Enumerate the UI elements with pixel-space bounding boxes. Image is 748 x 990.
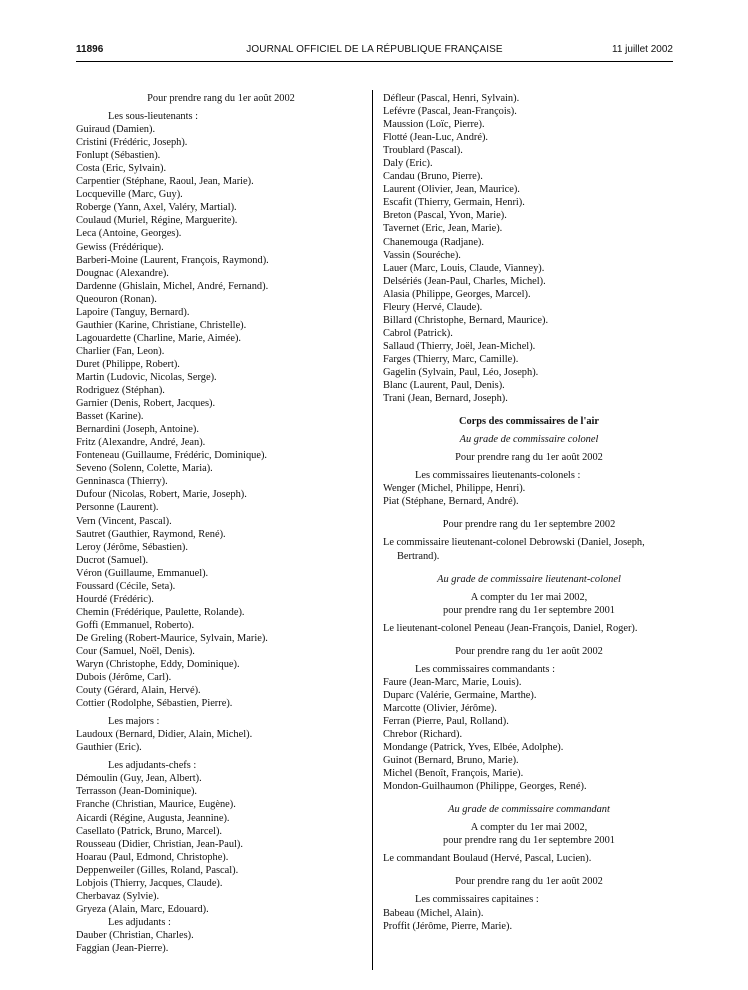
name-entry: Chanemouga (Radjane).: [383, 236, 484, 248]
name-entry: Lobjois (Thierry, Jacques, Claude).: [76, 877, 223, 889]
name-entry: Ducrot (Samuel).: [76, 554, 149, 566]
page-number: 11896: [76, 44, 104, 55]
name-entry: Troublard (Pascal).: [383, 145, 463, 157]
name-entry: Dubois (Jérôme, Carl).: [76, 672, 172, 684]
name-entry: Laudoux (Bernard, Didier, Alain, Michel).: [76, 729, 253, 741]
rank-date: Pour prendre rang du 1er août 2002: [455, 876, 603, 888]
name-entry: Terrasson (Jean-Dominique).: [76, 786, 198, 798]
name-entry: Garnier (Denis, Robert, Jacques).: [76, 398, 216, 410]
effective-date: A compter du 1er mai 2002,: [470, 591, 588, 603]
section-title: Corps des commissaires de l'air: [458, 416, 600, 428]
grade-heading: Au grade de commissaire commandant: [448, 804, 610, 816]
name-entry: Vassin (Souréche).: [383, 249, 461, 261]
name-entry: Michel (Benoît, François, Marie).: [383, 768, 524, 780]
name-entry: Dougnac (Alexandre).: [76, 267, 169, 279]
name-entry: Hoarau (Paul, Edmond, Christophe).: [76, 851, 229, 863]
name-list: [383, 907, 675, 933]
name-entry: Barberi-Moine (Laurent, François, Raymond).: [76, 254, 269, 266]
name-entry: Cour (Samuel, Noël, Denis).: [76, 645, 195, 657]
grade-heading: Au grade de commissaire colonel: [459, 434, 599, 446]
effective-date: A compter du 1er mai 2002,: [470, 822, 588, 834]
name-entry: Fritz (Alexandre, André, Jean).: [76, 437, 206, 449]
name-entry: Daly (Eric).: [383, 158, 433, 170]
name-entry: Laurent (Olivier, Jean, Maurice).: [383, 184, 520, 196]
name-list: [383, 676, 675, 793]
name-entry: Flotté (Jean-Luc, André).: [383, 132, 489, 144]
name-entry: Candau (Bruno, Pierre).: [383, 171, 483, 183]
rank-date: Pour prendre rang du 1er septembre 2002: [442, 519, 616, 531]
name-list: [76, 728, 366, 754]
group-heading: Les commissaires commandants :: [415, 663, 555, 675]
name-entry: Rousseau (Didier, Christian, Jean-Paul).: [76, 838, 243, 850]
name-entry: Dauber (Christian, Charles).: [76, 929, 194, 941]
name-entry: Cabrol (Patrick).: [383, 327, 453, 339]
name-entry: Gryeza (Alain, Marc, Edouard).: [76, 903, 209, 915]
name-entry: Coulaud (Muriel, Régine, Marguerite).: [76, 215, 238, 227]
name-entry: De Greling (Robert-Maurice, Sylvain, Marie).: [76, 632, 268, 644]
appointment-entry: Le lieutenant-colonel Peneau (Jean-François, Daniel, Roger).: [383, 622, 638, 634]
name-list: [76, 772, 366, 916]
name-entry: Proffit (Jérôme, Pierre, Marie).: [383, 920, 513, 932]
name-entry: Faggian (Jean-Pierre).: [76, 943, 169, 954]
name-entry: Locqueville (Marc, Guy).: [76, 189, 183, 201]
name-entry: Lapoire (Tanguy, Bernard).: [76, 306, 190, 318]
name-entry: Sallaud (Thierry, Joël, Jean-Michel).: [383, 340, 536, 352]
name-entry: Farges (Thierry, Marc, Camille).: [383, 353, 519, 365]
name-entry: Bernardini (Joseph, Antoine).: [76, 424, 199, 436]
name-entry: Waryn (Christophe, Eddy, Dominique).: [76, 659, 240, 671]
name-entry: Cottier (Rodolphe, Sébastien, Pierre).: [76, 698, 233, 710]
name-entry: Gauthier (Karine, Christiane, Christelle).: [76, 319, 247, 331]
grade-heading: Au grade de commissaire lieutenant-colonel: [437, 573, 621, 585]
name-entry: Lauer (Marc, Louis, Claude, Vianney).: [383, 262, 545, 274]
effective-date: pour prendre rang du 1er septembre 2001: [443, 604, 615, 616]
name-entry: Breton (Pascal, Yvon, Marie).: [383, 210, 507, 222]
name-entry: Démoulin (Guy, Jean, Albert).: [76, 773, 202, 785]
name-entry: Défleur (Pascal, Henri, Sylvain).: [383, 93, 520, 104]
name-entry: Lagouardette (Charline, Marie, Aimée).: [76, 332, 242, 344]
name-entry: Maussion (Loïc, Pierre).: [383, 119, 485, 131]
name-entry: Martin (Ludovic, Nicolas, Serge).: [76, 371, 217, 383]
name-entry: Faure (Jean-Marc, Marie, Louis).: [383, 676, 522, 688]
name-entry: Cristini (Frédéric, Joseph).: [76, 137, 188, 149]
name-list: [76, 123, 366, 710]
name-entry: Babeau (Michel, Alain).: [383, 907, 484, 919]
name-entry: Aicardi (Régine, Augusta, Jeannine).: [76, 812, 230, 824]
name-entry: Marcotte (Olivier, Jérôme).: [383, 702, 497, 714]
name-entry: Mondange (Patrick, Yves, Elbée, Adolphe).: [383, 742, 564, 754]
name-entry: Vern (Vincent, Pascal).: [76, 515, 172, 527]
name-entry: Alasia (Philippe, Georges, Marcel).: [383, 288, 531, 300]
name-entry: Queouron (Ronan).: [76, 293, 157, 305]
name-entry: Charlier (Fan, Leon).: [76, 345, 165, 357]
rank-date: Pour prendre rang du 1er août 2002: [147, 93, 295, 104]
name-entry: Hourdé (Frédéric).: [76, 593, 154, 605]
name-entry: Goffi (Emmanuel, Roberto).: [76, 619, 195, 631]
name-entry: Mondon-Guilhaumon (Philippe, Georges, René).: [383, 781, 587, 793]
left-column: [76, 92, 366, 955]
group-heading: Les majors :: [108, 716, 160, 728]
group-heading: Les commissaires lieutenants-colonels :: [415, 470, 581, 482]
name-entry: Personne (Laurent).: [76, 502, 159, 514]
name-entry: Seveno (Solenn, Colette, Maria).: [76, 463, 213, 475]
issue-date: 11 juillet 2002: [612, 44, 673, 55]
name-entry: Franche (Christian, Maurice, Eugène).: [76, 799, 236, 811]
name-entry: Ferran (Pierre, Paul, Rolland).: [383, 715, 509, 727]
name-entry: Roberge (Yann, Axel, Valéry, Martial).: [76, 202, 237, 214]
name-entry: Fleury (Hervé, Claude).: [383, 301, 483, 313]
name-entry: Véron (Guillaume, Emmanuel).: [76, 567, 209, 579]
name-entry: Carpentier (Stéphane, Raoul, Jean, Marie).: [76, 176, 254, 188]
rank-date: Pour prendre rang du 1er août 2002: [455, 452, 603, 464]
rank-date: Pour prendre rang du 1er août 2002: [455, 645, 603, 657]
name-entry: Gauthier (Eric).: [76, 742, 142, 754]
name-entry: Tavernet (Eric, Jean, Marie).: [383, 223, 503, 235]
name-entry: Dardenne (Ghislain, Michel, André, Fernand).: [76, 280, 269, 292]
name-entry: Cherbavaz (Sylvie).: [76, 890, 160, 902]
name-entry: Duret (Philippe, Robert).: [76, 358, 180, 370]
name-entry: Casellato (Patrick, Bruno, Marcel).: [76, 825, 223, 837]
name-entry: Sautret (Gauthier, Raymond, René).: [76, 528, 226, 540]
group-heading: Les adjudants-chefs :: [108, 760, 197, 772]
effective-date: pour prendre rang du 1er septembre 2001: [443, 835, 615, 847]
name-entry: Chemin (Frédérique, Paulette, Rolande).: [76, 606, 245, 618]
name-entry: Fonlupt (Sébastien).: [76, 150, 161, 162]
name-entry: Billard (Christophe, Bernard, Maurice).: [383, 314, 549, 326]
name-entry: Costa (Eric, Sylvain).: [76, 163, 167, 175]
appointment-entry: Le commissaire lieutenant-colonel Debrowski (Daniel, Joseph, Bertrand).: [383, 537, 645, 562]
name-entry: Guinot (Bernard, Bruno, Marie).: [383, 755, 519, 767]
name-entry: Blanc (Laurent, Paul, Denis).: [383, 380, 505, 392]
name-list: [76, 929, 366, 955]
name-entry: Gagelin (Sylvain, Paul, Léo, Joseph).: [383, 366, 539, 378]
name-entry: Foussard (Cécile, Seta).: [76, 580, 176, 592]
header-rule: [76, 61, 673, 62]
name-entry: Lefévre (Pascal, Jean-François).: [383, 106, 517, 118]
group-heading: Les sous-lieutenants :: [108, 111, 199, 123]
appointment-entry: Le commandant Boulaud (Hervé, Pascal, Lucien).: [383, 853, 592, 865]
name-entry: Fonteneau (Guillaume, Frédéric, Dominique).: [76, 450, 268, 462]
name-entry: Guiraud (Damien).: [76, 124, 156, 136]
name-entry: Deppenweiler (Gilles, Roland, Pascal).: [76, 864, 239, 876]
name-entry: Wenger (Michel, Philippe, Henri).: [383, 483, 526, 495]
name-entry: Trani (Jean, Bernard, Joseph).: [383, 393, 508, 405]
name-entry: Chrebor (Richard).: [383, 729, 463, 741]
name-entry: Gewiss (Frédérique).: [76, 241, 164, 253]
name-list: [383, 482, 675, 508]
name-entry: Leca (Antoine, Georges).: [76, 228, 182, 240]
group-heading: Les adjudants :: [108, 916, 171, 928]
name-list: [383, 92, 675, 405]
journal-title: JOURNAL OFFICIEL DE LA RÉPUBLIQUE FRANÇAISE: [246, 44, 503, 55]
name-entry: Escafit (Thierry, Germain, Henri).: [383, 197, 525, 209]
name-entry: Basset (Karine).: [76, 411, 144, 423]
right-column: [383, 92, 675, 933]
name-entry: Couty (Gérard, Alain, Hervé).: [76, 685, 201, 697]
name-entry: Duparc (Valérie, Germaine, Marthe).: [383, 689, 537, 701]
page-header: [76, 44, 673, 58]
column-divider: [372, 90, 373, 970]
name-entry: Piat (Stéphane, Bernard, André).: [383, 496, 519, 508]
name-entry: Leroy (Jérôme, Sébastien).: [76, 541, 188, 553]
group-heading: Les commissaires capitaines :: [415, 894, 539, 906]
name-entry: Genninasca (Thierry).: [76, 476, 168, 488]
name-entry: Dufour (Nicolas, Robert, Marie, Joseph).: [76, 489, 247, 501]
name-entry: Rodriguez (Stéphan).: [76, 385, 165, 397]
name-entry: Delsériés (Jean-Paul, Charles, Michel).: [383, 275, 546, 287]
